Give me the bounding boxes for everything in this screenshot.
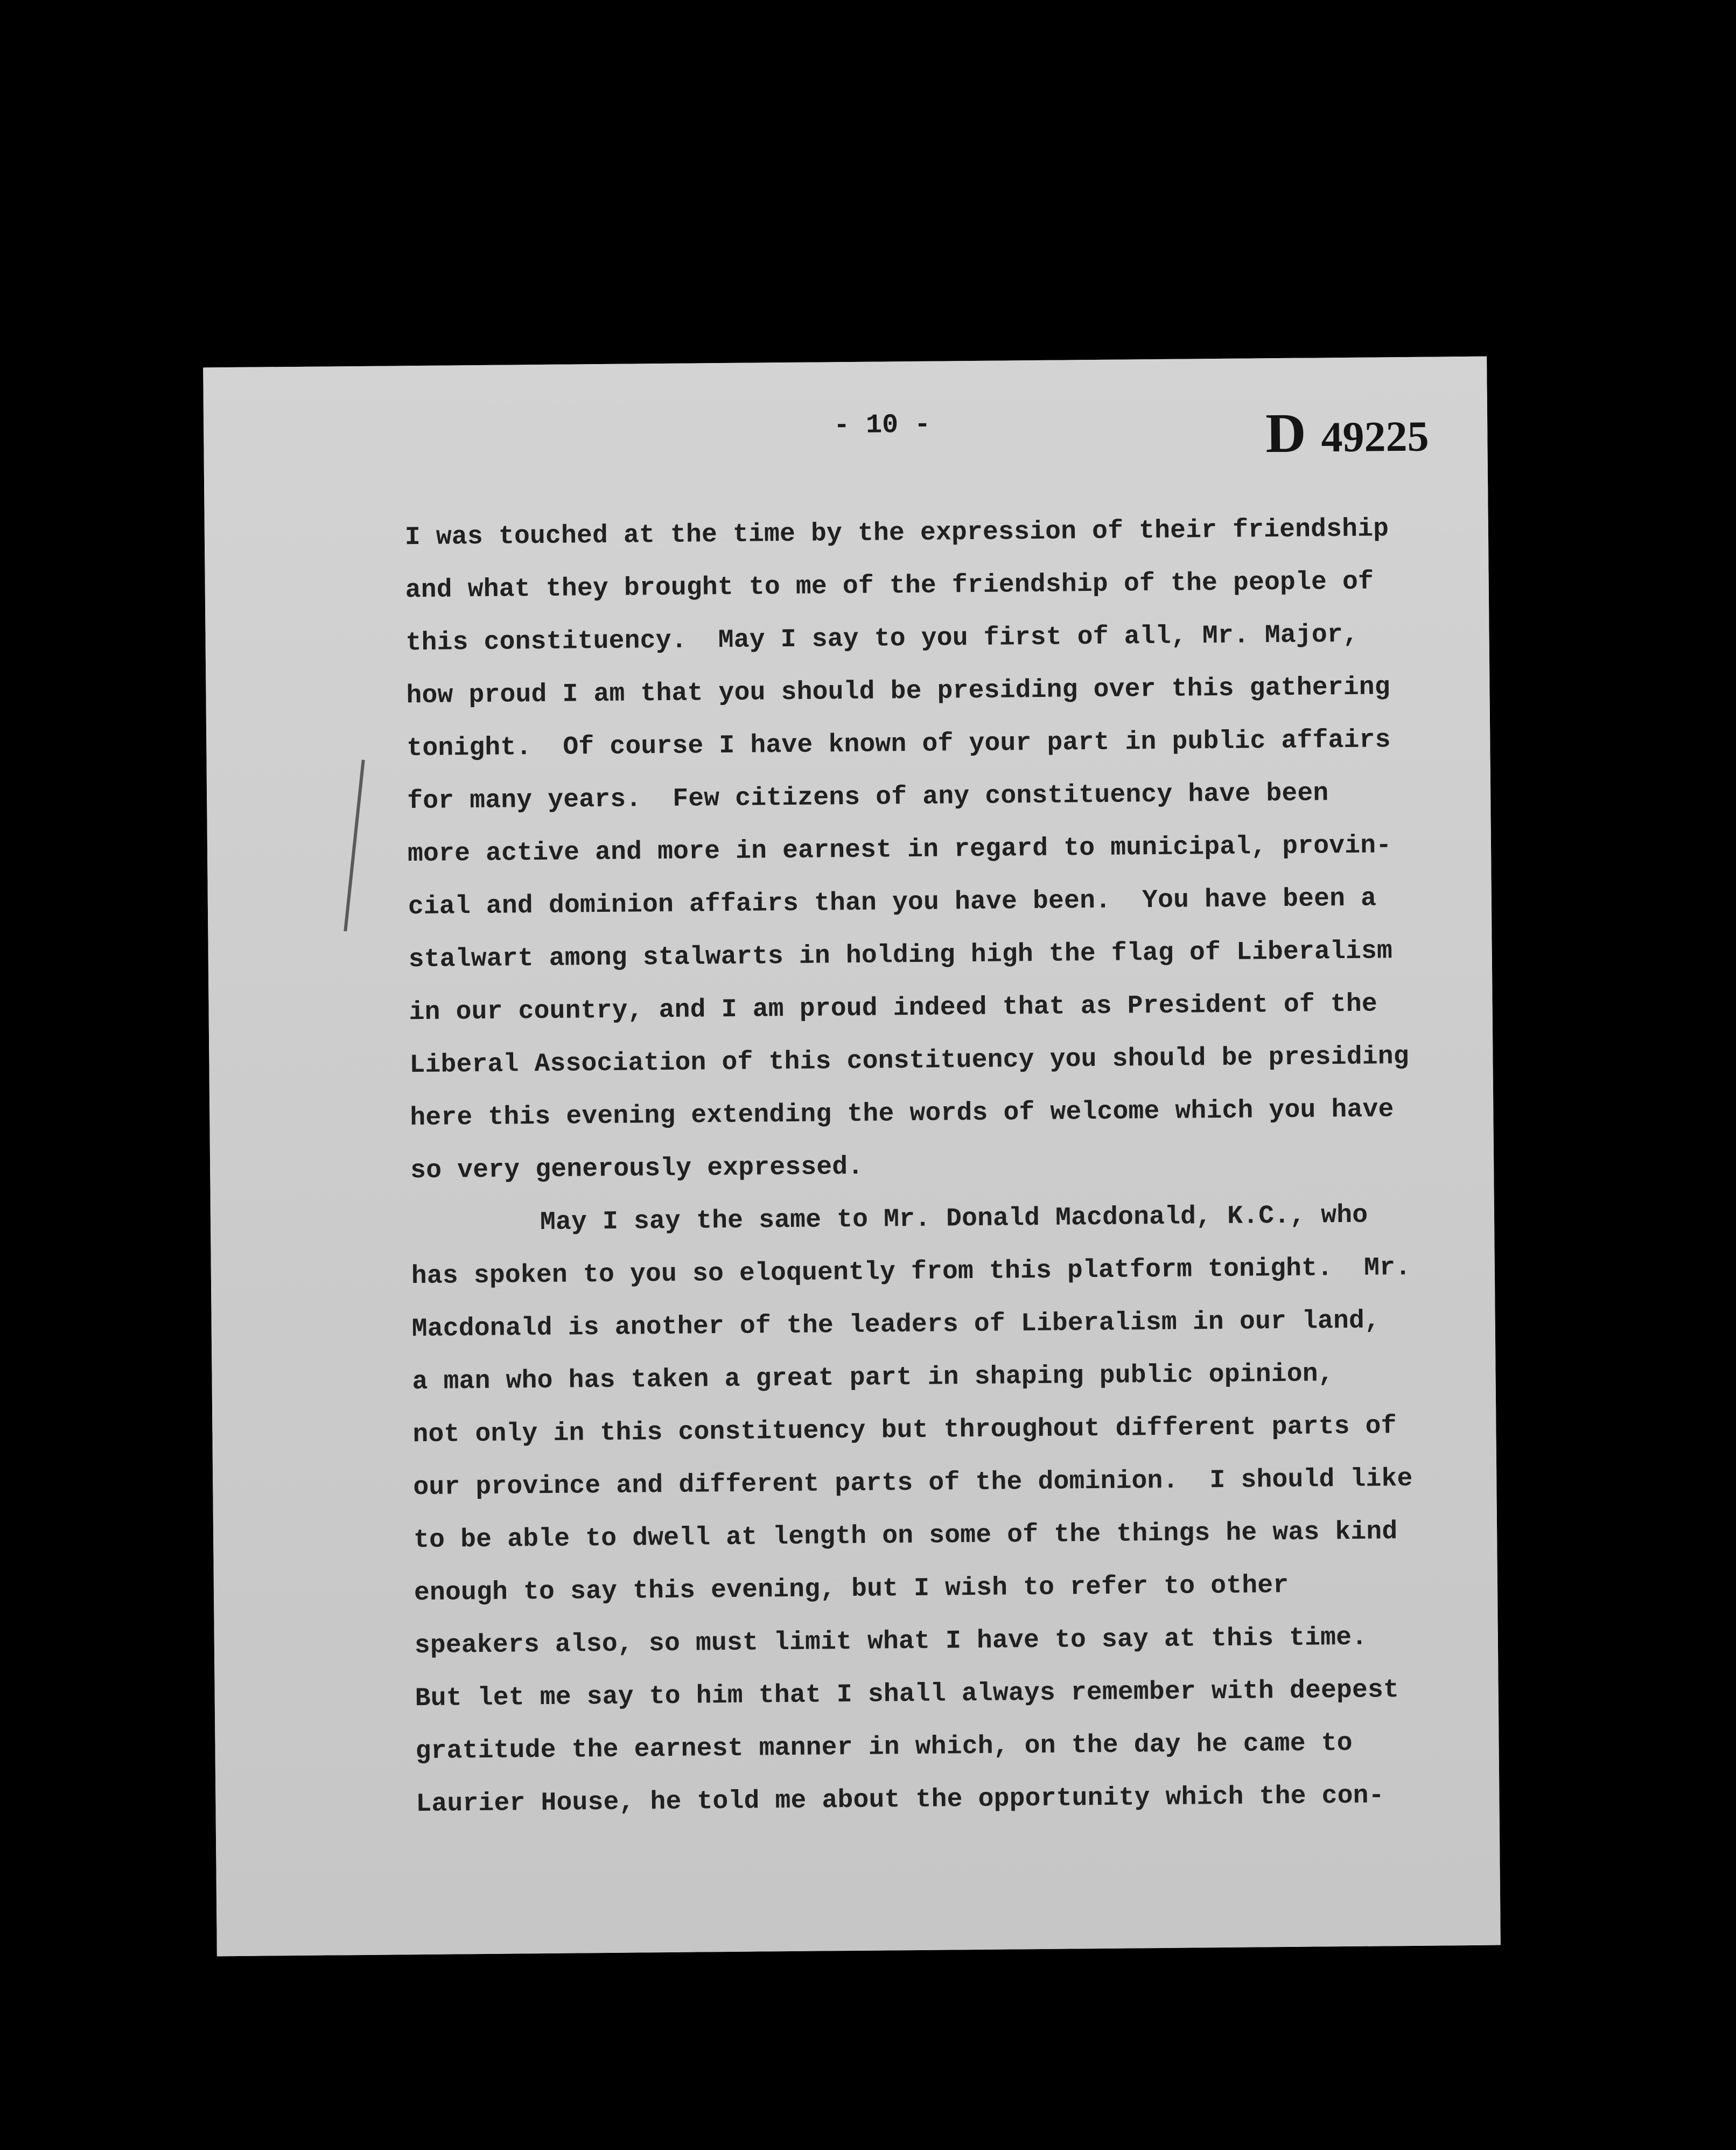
text-line: cial and dominion affairs than you have been. You have been a [408,884,1377,922]
text-line: not only in this constituency but throughout different parts of [412,1412,1397,1450]
document-stamp [1265,400,1488,465]
text-line: has spoken to you so eloquently from this platform tonight. Mr. [411,1253,1411,1292]
text-line: more active and more in earnest in regard to municipal, provin- [407,831,1392,869]
text-line: But let me say to him that I shall always remember with deepest [415,1676,1399,1714]
text-line: how proud I am that you should be presiding over this gathering [406,673,1390,711]
typed-text-body [405,502,1450,1831]
text-line: a man who has taken a great part in shaping public opinion, [412,1359,1334,1397]
text-line: here this evening extending the words of welcome which you have [410,1095,1394,1133]
text-line: gratitude the earnest manner in which, on the day he came to [415,1728,1353,1767]
text-line: this constituency. May I say to you first of all, Mr. Major, [405,620,1359,658]
text-line: our province and different parts of the dominion. I should like [413,1464,1413,1503]
page-number: - 10 - [833,409,931,442]
text-line: so very generously expressed. [410,1152,864,1186]
text-line: Liberal Association of this constituency you should be presiding [409,1042,1409,1080]
text-line: speakers also, so must limit what I have to say at this time. [414,1623,1368,1661]
stamp-letter: D [1265,402,1306,465]
text-line: to be able to dwell at length on some of the things he was kind [413,1517,1398,1555]
text-line: stalwart among stalwarts in holding high the flag of Liberalism [408,937,1393,975]
text-line: for many years. Few citizens of any constituency have been [407,779,1329,816]
text-line: Macdonald is another of the leaders of Liberalism in our land, [411,1306,1381,1344]
text-line: tonight. Of course I have known of your part in public affairs [407,725,1391,764]
text-line: in our country, and I am proud indeed that as President of the [409,989,1378,1028]
paragraph-start-line: May I say the same to Mr. Donald Macdonald, K.C., who [540,1200,1368,1238]
text-line: and what they brought to me of the friendship of the people of [405,567,1374,605]
text-line: enough to say this evening, but I wish to refer to other [414,1570,1289,1608]
text-line: I was touched at the time by the expression of their friendship [404,514,1389,553]
document-page [203,357,1501,1957]
text-line: Laurier House, he told me about the opportunity which the con- [416,1781,1384,1819]
stamp-number: 49225 [1321,413,1429,462]
